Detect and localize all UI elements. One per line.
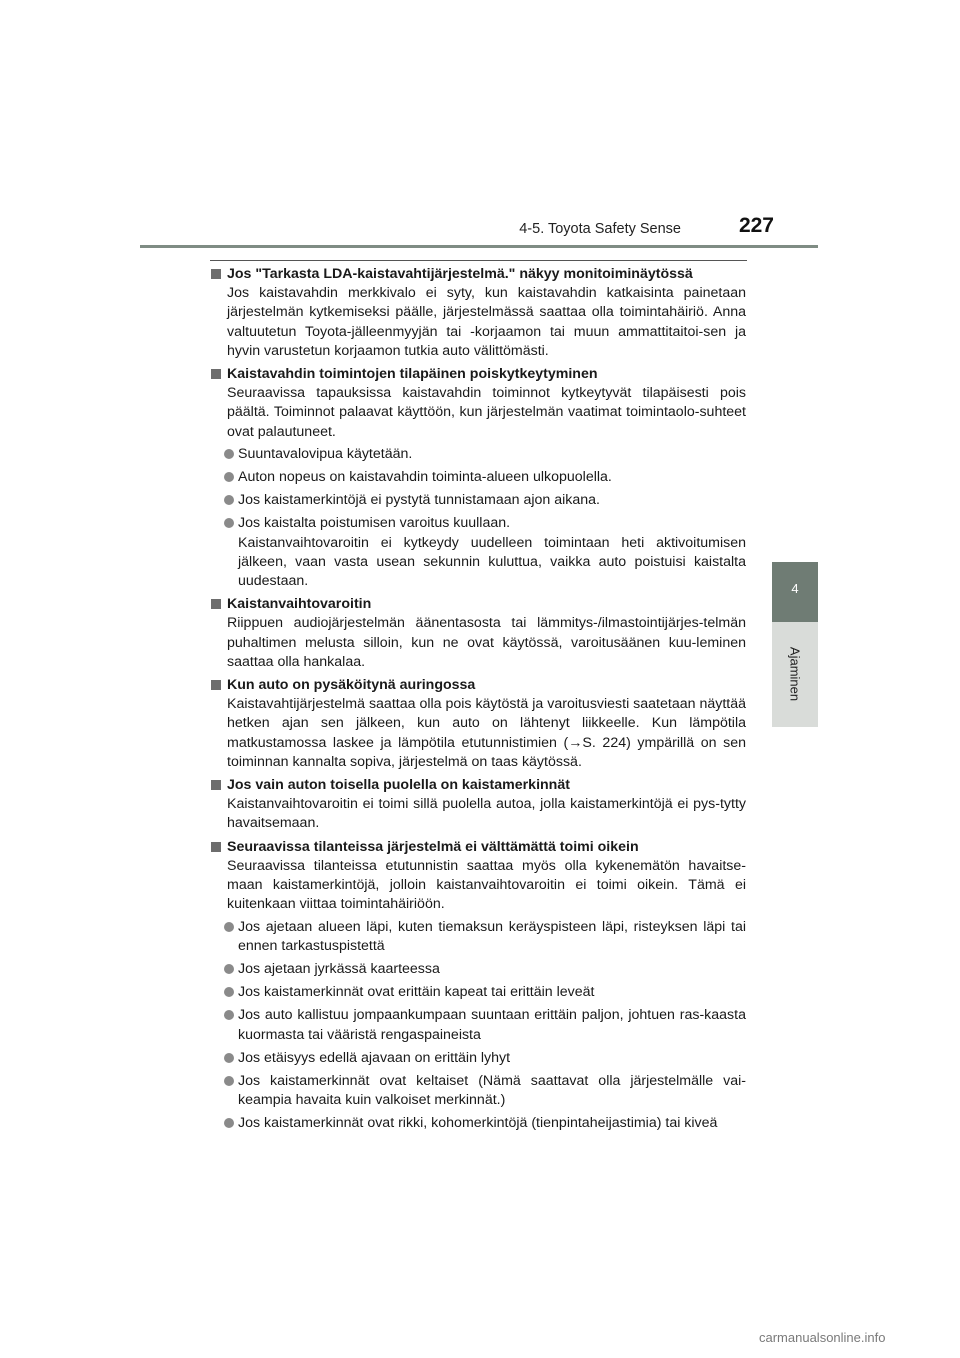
square-bullet-icon	[211, 842, 221, 852]
section-block	[211, 838, 746, 1134]
bullet-text: Jos ajetaan alueen läpi, kuten tiemaksun keräyspisteen läpi, risteyksen läpi tai ennen tarkastuspistettä	[238, 918, 746, 954]
bullet-text: Auton nopeus on kaistavahdin toiminta-alueen ulkopuolella.	[238, 469, 612, 486]
section-heading: Kun auto on pysäköitynä auringossa	[227, 677, 476, 694]
main-content	[211, 265, 746, 1138]
round-bullet-icon	[224, 964, 234, 974]
bullet-item	[227, 918, 746, 956]
bullet-item	[227, 983, 746, 1002]
bullet-item	[227, 514, 746, 591]
section-paragraph: Kaistanvaihtovaroitin ei toimi sillä puolella autoa, jolla kaistamerkintöjä ei pys-tytty havaitsemaan.	[227, 796, 746, 832]
square-bullet-icon	[211, 269, 221, 279]
header-rule	[140, 245, 818, 248]
round-bullet-icon	[224, 495, 234, 505]
bullet-item	[227, 1049, 746, 1068]
round-bullet-icon	[224, 1076, 234, 1086]
section-heading: Jos "Tarkasta LDA-kaistavahtijärjestelmä." näkyy monitoiminäytössä	[227, 266, 693, 282]
bullet-text: Jos etäisyys edellä ajavaan on erittäin lyhyt	[238, 1049, 511, 1066]
section-title: 4-5. Toyota Safety Sense	[519, 221, 681, 237]
content-rule	[210, 260, 747, 261]
watermark: carmanualsonline.info	[759, 1330, 886, 1345]
chapter-label: Ajaminen	[787, 646, 803, 702]
section-heading: Jos vain auton toisella puolella on kaistamerkinnät	[227, 777, 570, 794]
bullet-note: Kaistanvaihtovaroitin ei kytkeydy uudelleen toimintaan heti aktivoitumisen jälkeen, vaan vasta usean sekunnin kuluttua, vaikka auto poistuisi kaistalta uudestaan.	[238, 534, 746, 590]
round-bullet-icon	[224, 518, 234, 528]
round-bullet-icon	[224, 922, 234, 932]
section-paragraph: Riippuen audiojärjestelmän äänentasosta tai lämmitys-/ilmastointijärjes-telmän puhaltimen melusta silloin, kun ne ovat käytössä, varoitusäänen kuu-leminen saattaa olla hankalaa.	[227, 615, 746, 670]
square-bullet-icon	[211, 680, 221, 690]
bullet-text: Jos kaistamerkintöjä ei pystytä tunnistamaan ajon aikana.	[238, 492, 600, 509]
section-block	[211, 265, 746, 361]
bullet-text: Jos kaistamerkinnät ovat keltaiset (Nämä saattavat olla järjestelmälle vai-keampia havaita kuin valkoiset merkinnät.)	[238, 1072, 746, 1109]
section-heading: Seuraavissa tilanteissa järjestelmä ei välttämättä toimi oikein	[227, 838, 639, 855]
bullet-item	[227, 960, 746, 979]
section-block	[211, 365, 746, 591]
bullet-text: Jos kaistamerkinnät ovat erittäin kapeat tai erittäin leveät	[238, 984, 595, 1001]
bullet-text: Jos ajetaan jyrkässä kaarteessa	[238, 960, 440, 977]
bullet-text: Jos kaistamerkinnät ovat rikki, kohomerkintöjä (tienpintaheijastimia) tai kiveä	[238, 1115, 718, 1132]
page-number: 227	[738, 214, 774, 237]
bullet-text: Jos auto kallistuu jompaankumpaan suuntaan erittäin paljon, johtuen ras-kaasta kuormasta tai vääristä rengaspaineista	[238, 1007, 746, 1043]
bullet-item	[227, 491, 746, 510]
section-paragraph: Jos kaistavahdin merkkivalo ei syty, kun kaistavahdin katkaisinta painetaan järjestelmän kytkemiseksi päälle, järjestelmässä saattaa olla toimintahäiriö. Anna valtuutetun Toyota-jälleenmyyjän tai -korjaamon tai muun ammattitaitoi-sen ja hyvin varustetun korjaamon tutkia auto välittömästi.	[227, 285, 746, 359]
section-heading: Kaistavahdin toimintojen tilapäinen poiskytkeytyminen	[227, 366, 598, 383]
round-bullet-icon	[224, 987, 234, 997]
bullet-item	[227, 1114, 746, 1133]
square-bullet-icon	[211, 599, 221, 609]
section-block	[211, 776, 746, 834]
round-bullet-icon	[224, 1118, 234, 1128]
square-bullet-icon	[211, 780, 221, 790]
bullet-item	[227, 1072, 746, 1110]
bullet-item	[227, 445, 746, 464]
square-bullet-icon	[211, 369, 221, 379]
round-bullet-icon	[224, 449, 234, 459]
page-header	[140, 214, 818, 246]
section-heading: Kaistanvaihtovaroitin	[227, 596, 372, 613]
bullet-text: Jos kaistalta poistumisen varoitus kuullaan.	[238, 515, 511, 532]
section-paragraph: Seuraavissa tapauksissa kaistavahdin toiminnot kytkeytyvät tilapäisesti pois päältä. Toiminnot palaavat käyttöön, kun järjestelmän vaatimat toimintaolo-suhteet ovat palautuneet.	[227, 385, 746, 440]
bullet-text: Suuntavalovipua käytetään.	[238, 445, 413, 462]
section-paragraph: Kaistavahtijärjestelmä saattaa olla pois käytöstä ja varoitusviesti saatetaan näyttää hetken ajan sen jälkeen, kun auto on lähtenyt liikkeelle. Kun lämpötila matkustamossa laskee ja lämpötila etutunnistimien (→S. 224) ympärillä on sen toiminnan kannalta sopiva, järjestelmä on taas käytössä.	[227, 696, 746, 770]
bullet-item	[227, 468, 746, 487]
round-bullet-icon	[224, 472, 234, 482]
round-bullet-icon	[224, 1010, 234, 1020]
section-block	[211, 595, 746, 672]
bullet-item	[227, 1006, 746, 1044]
section-paragraph: Seuraavissa tilanteissa etutunnistin saattaa myös olla kykenemätön havaitse-maan kaistamerkintöjä, jolloin kaistanvaihtovaroitin ei toimi oikein. Tämä ei kuitenkaan viittaa toimintahäiriöön.	[227, 857, 746, 913]
round-bullet-icon	[224, 1053, 234, 1063]
chapter-number: 4	[791, 581, 799, 596]
section-block	[211, 676, 746, 772]
chapter-tab[interactable]	[772, 562, 818, 622]
